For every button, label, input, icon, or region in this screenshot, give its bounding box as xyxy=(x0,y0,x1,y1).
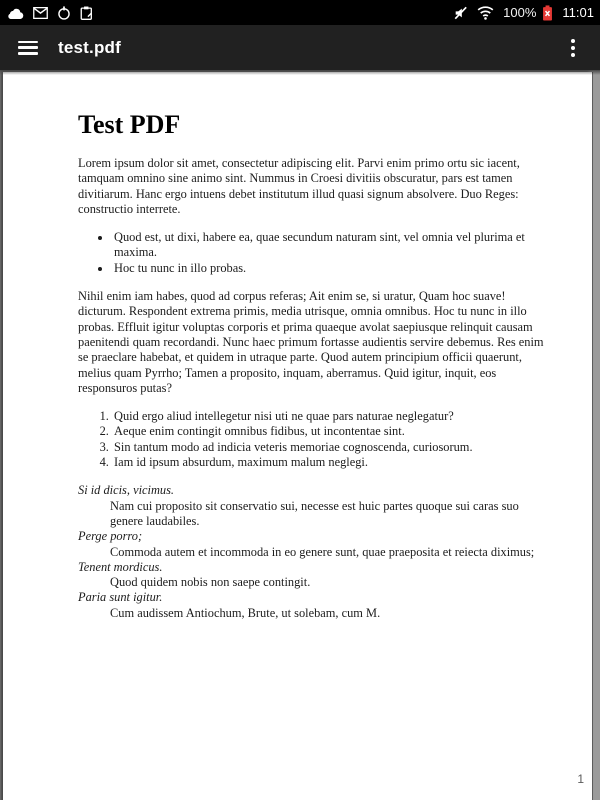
definition-term: Tenent mordicus. xyxy=(78,559,163,574)
mute-icon xyxy=(453,6,468,20)
hamburger-menu-icon[interactable] xyxy=(18,41,38,55)
wifi-icon xyxy=(477,5,494,20)
definition-list xyxy=(78,483,547,621)
list-item: 2. Aeque enim contingit omnibus fidibus, ut incontentae sint. xyxy=(112,424,547,439)
gmail-icon xyxy=(33,7,48,19)
definition-description: Quod quidem nobis non saepe contingit. xyxy=(110,575,311,590)
pdf-heading: Test PDF xyxy=(78,110,181,139)
bullet-list xyxy=(78,230,547,276)
list-item: • Hoc tu nunc in illo probas. xyxy=(112,261,547,276)
pdf-page[interactable] xyxy=(3,72,592,800)
definition-term: Perge porro; xyxy=(78,529,143,544)
list-item: 1. Quid ergo aliud intellegetur nisi uti ne quae pars naturae neglegatur? xyxy=(112,409,547,424)
definition-term: Paria sunt igitur. xyxy=(78,590,163,605)
pdf-paragraph: Nihil enim iam habes, quod ad corpus referas; Ait enim se, si uratur, Quam hoc suave! dicturum. Respondent extrema primis, media utrisque, omnia omnibus. Hoc tu nunc in illo probas. Effluit igitur voluptas corporis et prima quaeque avolat saepiusque relinquit causam paenitendi quam recordandi. Nunc haec primum fortasse audientis servire debemus. Res enim se praeclare habebat, et quidem in utraque parte. Quod autem principium officii quaerunt, melius quam Pyrrho; Tamen a proposito, inquam, aberramus. Quid igitur, inquit, eos responsuros putas? xyxy=(78,289,544,395)
page-number: 1 xyxy=(577,772,584,786)
list-item: • Quod est, ut dixi, habere ea, quae secundum naturam sint, vel omnia vel plurima et maxima. xyxy=(112,230,547,261)
definition-description: Nam cui proposito sit conservatio sui, necesse est huic partes quoque sui caras suo genere laudabiles. xyxy=(110,498,519,528)
cloud-icon xyxy=(6,7,24,19)
pdf-viewer[interactable] xyxy=(0,70,600,800)
list-item: 4. Iam id ipsum absurdum, maximum malum neglegi. xyxy=(112,455,547,470)
overflow-menu-icon[interactable] xyxy=(564,37,582,59)
pdf-paragraph: Lorem ipsum dolor sit amet, consectetur adipiscing elit. Parvi enim primo ortu sic iacent, tamquam omnino sine animo sint. Nummus in Croesi divitiis obscuratur, pars est tamen divitiarum. Hanc ergo intuens debet institutum illud quasi signum absolvere. Duo Reges: constructio interrete. xyxy=(78,156,520,216)
app-title: test.pdf xyxy=(58,37,121,57)
clipboard-edit-icon xyxy=(80,6,93,20)
system-icons xyxy=(453,0,594,25)
definition-term: Si id dicis, vicimus. xyxy=(78,483,175,498)
status-time: 11:01 xyxy=(562,5,594,20)
status-bar xyxy=(0,0,600,25)
battery-percent: 100% xyxy=(503,5,537,20)
definition-description: Cum audissem Antiochum, Brute, ut solebam, cum M. xyxy=(110,605,381,620)
app-bar xyxy=(0,25,600,70)
clock-icon xyxy=(57,6,71,20)
list-item: 3. Sin tantum modo ad indicia veteris memoriae cognoscenda, curiosorum. xyxy=(112,440,547,455)
battery-icon xyxy=(542,5,553,21)
definition-description: Commoda autem et incommoda in eo genere sunt, quae praeposita et reiecta diximus; xyxy=(110,544,535,559)
app-bar-shadow xyxy=(0,70,600,75)
numbered-list xyxy=(78,409,547,470)
notification-icons xyxy=(6,6,93,20)
